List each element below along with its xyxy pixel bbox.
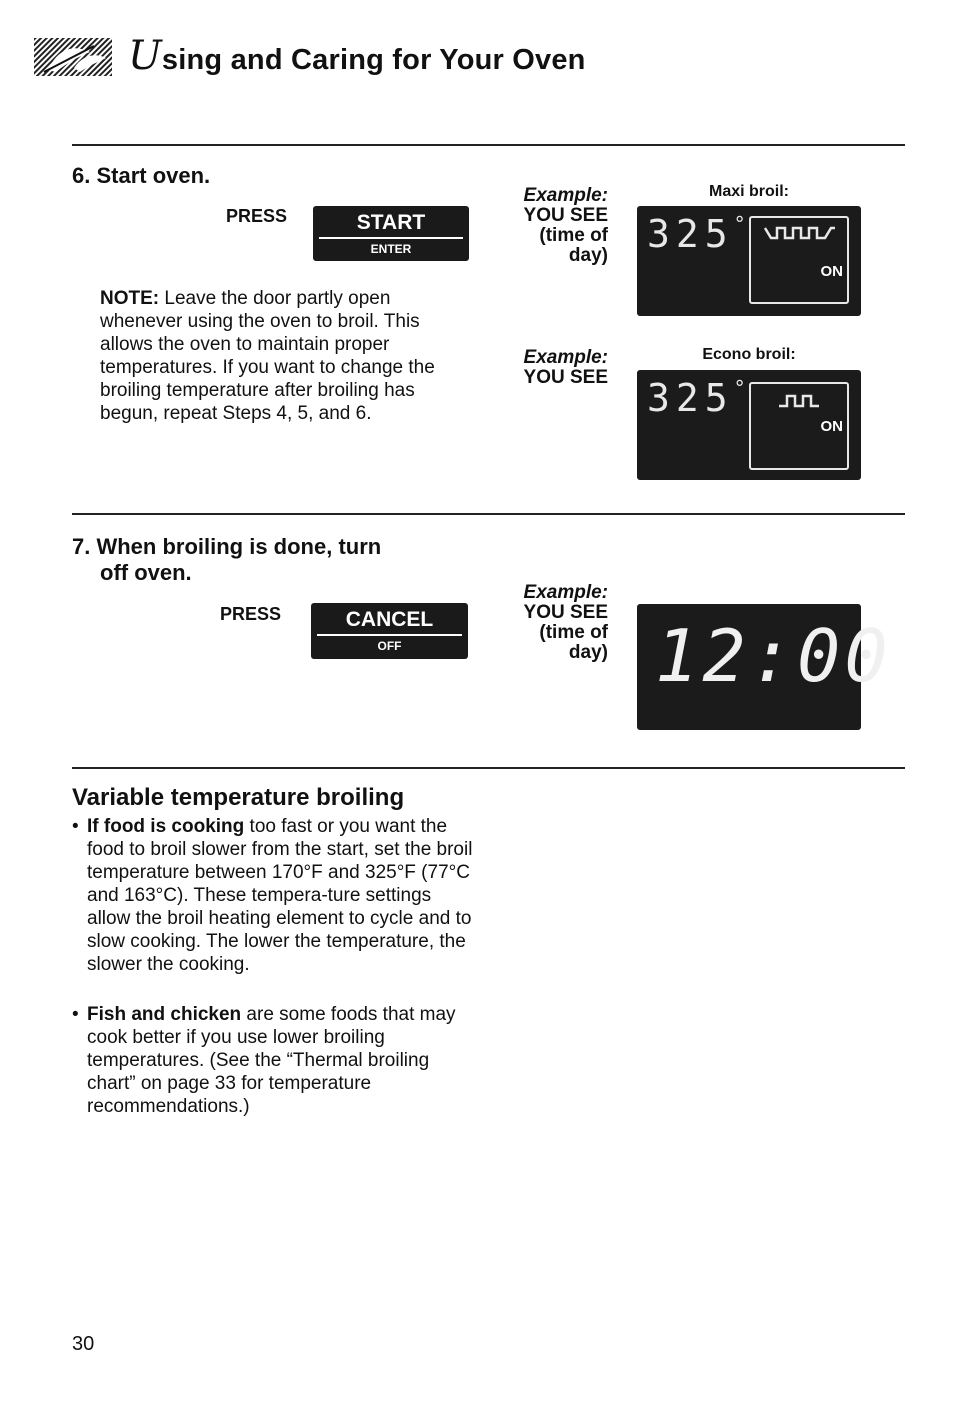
step6-title: 6. Start oven. bbox=[72, 163, 211, 188]
econo-broil-display bbox=[637, 370, 861, 480]
off-button-label: OFF bbox=[377, 639, 402, 653]
step7-you-see: YOU SEE bbox=[523, 602, 608, 623]
maxi-element-box bbox=[749, 216, 849, 304]
divider-middle bbox=[72, 513, 905, 515]
econo-broil-caption: Econo broil: bbox=[702, 346, 796, 363]
maxi-temp-readout: 325° bbox=[647, 212, 752, 256]
example2-label: Example: bbox=[523, 347, 608, 368]
bullet1-bold: If food is cooking bbox=[87, 816, 245, 837]
econo-element-box bbox=[749, 382, 849, 470]
section-logo-icon bbox=[34, 38, 112, 76]
title-rest: sing and Caring for Your Oven bbox=[161, 44, 586, 76]
broil-note bbox=[100, 287, 470, 425]
econo-on-indicator: ON bbox=[820, 418, 843, 435]
title-initial: U bbox=[128, 33, 162, 79]
bullet1-text: too fast or you want the food to broil slower from the start, set the broil temperature between 170°F and 325°F (77°C and 163°C). These tempera-ture settings allow the broil heating element to cycle and to slow cooking. The lower the temperature, the slower the cooking. bbox=[87, 816, 473, 975]
example1-qualifier-1: (time of bbox=[539, 225, 608, 246]
page-number: 30 bbox=[72, 1333, 95, 1355]
step7-press-label: PRESS bbox=[220, 604, 282, 624]
step7-title bbox=[72, 534, 381, 586]
start-enter-button[interactable] bbox=[313, 206, 469, 261]
note-label: NOTE: bbox=[100, 288, 160, 309]
bullet-slow-broil bbox=[72, 815, 479, 976]
variable-temp-heading: Variable temperature broiling bbox=[72, 784, 405, 811]
bullet-dot-icon: • bbox=[72, 816, 79, 837]
step7-title-line2: off oven. bbox=[100, 560, 192, 585]
step7-title-line1: 7. When broiling is done, turn bbox=[72, 534, 382, 559]
step6-press-label: PRESS bbox=[226, 206, 288, 226]
note-text: Leave the door partly open whenever using the oven to broil. This allows the oven to maintain proper temperatures. If you want to change the broiling temperature after broiling has begun, repeat Steps 4, 5, and 6. bbox=[100, 288, 435, 424]
econo-temp-readout: 325° bbox=[647, 376, 752, 420]
start-button-label: START bbox=[319, 206, 463, 239]
bullet-dot-icon: • bbox=[72, 1004, 79, 1025]
divider-top bbox=[72, 144, 905, 146]
divider-bottom bbox=[72, 767, 905, 769]
step6-example1 bbox=[500, 186, 608, 266]
step6-example2 bbox=[500, 348, 608, 388]
maxi-broil-display bbox=[637, 206, 861, 316]
example2-you-see: YOU SEE bbox=[523, 367, 608, 388]
example1-you-see: YOU SEE bbox=[523, 205, 608, 226]
step7-qualifier-1: (time of bbox=[539, 622, 608, 643]
bullet2-text: are some foods that may cook better if you use lower broiling temperatures. (See the “Thermal broiling chart” on page 33 for temperature recommendations.) bbox=[87, 1004, 456, 1117]
example1-qualifier-2: day) bbox=[568, 245, 608, 266]
econo-broil-element-icon bbox=[769, 392, 829, 410]
bullet-fish-chicken bbox=[72, 1003, 479, 1118]
enter-button-label: ENTER bbox=[370, 242, 412, 256]
bullet2-bold: Fish and chicken bbox=[87, 1004, 242, 1025]
example1-label: Example: bbox=[523, 185, 608, 206]
maxi-broil-element-icon bbox=[761, 224, 839, 244]
cancel-button-label: CANCEL bbox=[317, 603, 462, 636]
step7-qualifier-2: day) bbox=[568, 642, 608, 663]
clock-readout: 12:00 bbox=[655, 614, 892, 698]
page-title bbox=[128, 33, 586, 79]
maxi-on-indicator: ON bbox=[820, 263, 843, 280]
step7-example-label: Example: bbox=[523, 582, 608, 603]
step7-example bbox=[500, 583, 608, 663]
clock-display bbox=[637, 604, 892, 730]
cancel-off-button[interactable] bbox=[311, 603, 468, 659]
maxi-broil-caption: Maxi broil: bbox=[708, 183, 789, 200]
